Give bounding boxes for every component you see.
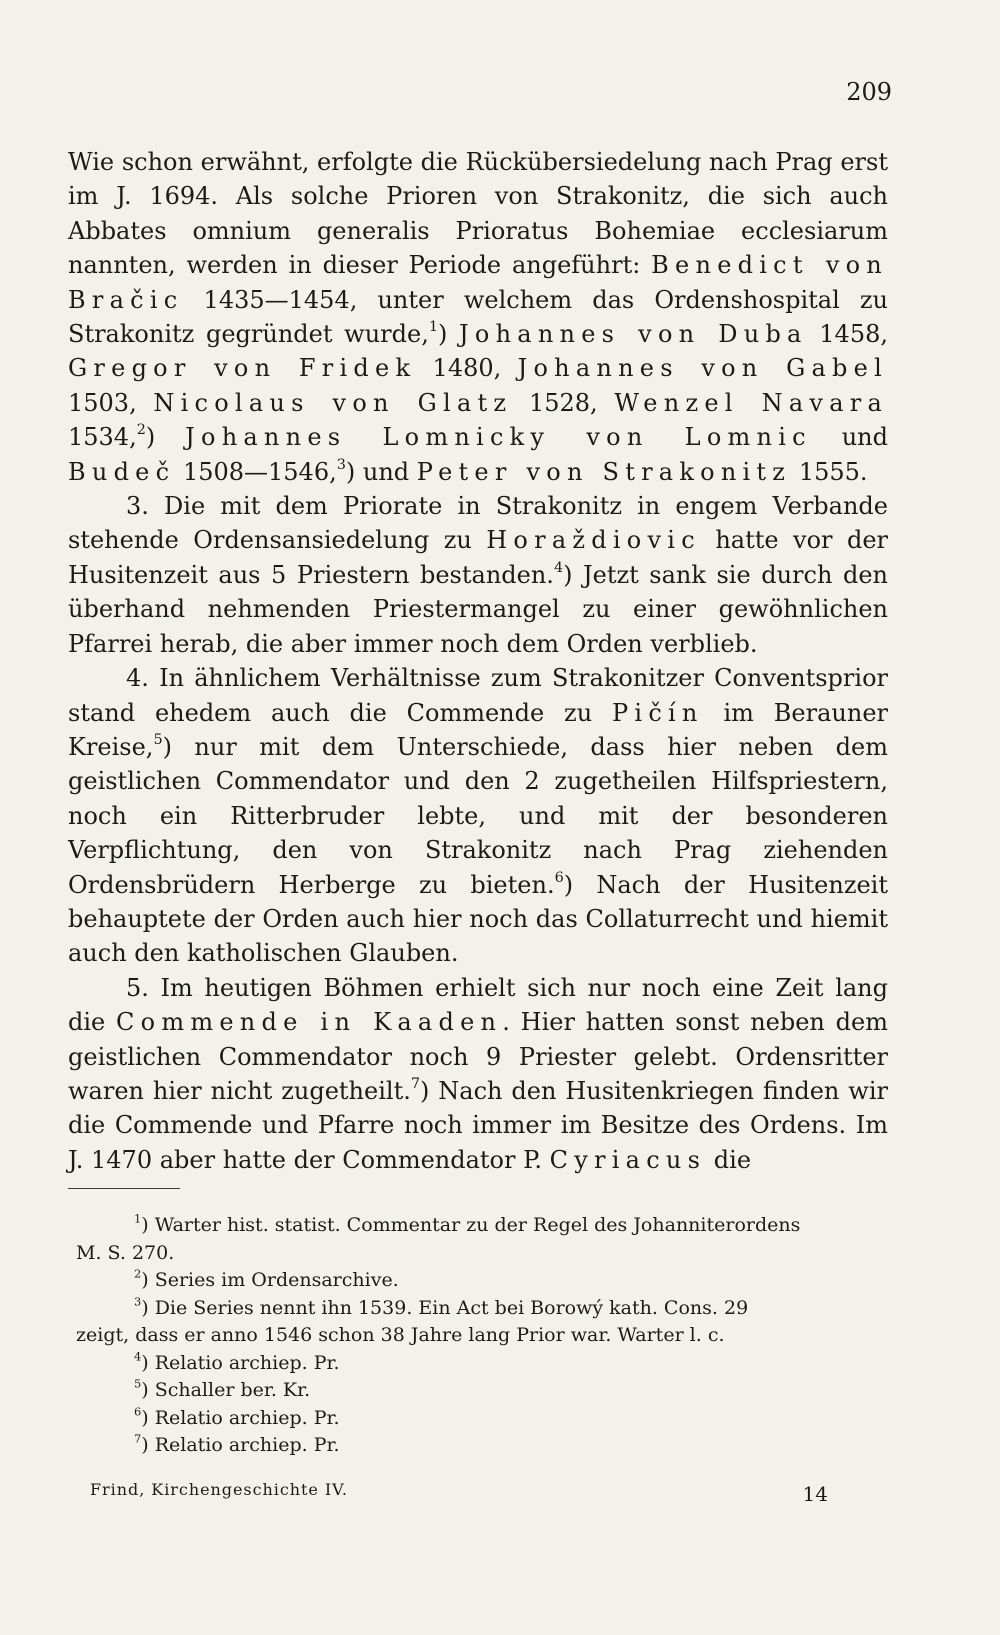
footnote-text: ) Schaller ber. Kr. xyxy=(141,1379,311,1401)
paragraph xyxy=(68,661,888,971)
footnote-ref: 5 xyxy=(153,732,163,749)
spaced-name: Benedict von Bračic xyxy=(68,251,889,314)
spaced-name: Peter von Strakonitz xyxy=(416,457,792,486)
spaced-name: Johannes von Gabel xyxy=(517,354,888,383)
text-run: 1528, xyxy=(512,388,615,417)
footnote-ref: 7 xyxy=(410,1076,420,1093)
page-number: 209 xyxy=(846,78,892,106)
text-run: ) Nach den Husitenkriegen finden wir die Commende und Pfarre noch immer im Besitze des Ordens. Im J. 1470 aber hatte der Commendator P. xyxy=(68,1076,888,1174)
footnote-text: ) Relatio archiep. Pr. xyxy=(141,1351,340,1374)
footnotes xyxy=(76,1212,888,1460)
text-run: 1534, xyxy=(68,423,137,452)
spaced-name: Wenzel Navara xyxy=(614,388,889,417)
text-run: und xyxy=(811,423,888,452)
text-run: 1508—1546, xyxy=(175,457,337,486)
spaced-name: Budeč xyxy=(68,457,176,486)
text-run: ) nur mit dem Unterschiede, dass hier neben dem geistlichen Commendator und den 2 zugetheilen Hilfspriestern, noch ein Ritterbruder lebte, und mit der besonderen Verpflichtung, den von Strakonitz nach Prag ziehenden Ordensbrüdern Herberge zu bieten. xyxy=(68,732,888,899)
footnote-number: 6 xyxy=(134,1403,142,1418)
footnote-number: 3 xyxy=(134,1293,142,1308)
text-run: ) Jetzt sank sie durch den überhand nehmenden Priestermangel zu einer gewöhnlichen Pfarrei herab, die aber immer noch dem Orden verblieb. xyxy=(68,560,888,658)
text-run: 1503, xyxy=(68,388,154,417)
text-run: ) xyxy=(145,423,186,452)
footnote-text: ) Relatio archiep. Pr. xyxy=(141,1406,340,1429)
text-run: Wie schon erwähnt, erfolgte die Rückübersiedelung nach Prag erst im J. 1694. Als solche Prioren von Strakonitz, die sich auch Abbates omnium generalis Prioratus Bohemiae ecclesiarum nannten, werden in dieser Periode angeführt: xyxy=(68,148,888,280)
footnote-number: 5 xyxy=(134,1376,142,1391)
footnote xyxy=(76,1267,888,1295)
spaced-name: Commende in Kaaden xyxy=(116,1008,503,1037)
spaced-name: Horaždiovic xyxy=(486,526,701,555)
footnote-ref: 4 xyxy=(553,560,564,577)
text-run: 1555. xyxy=(791,457,868,486)
footnote-continuation: zeigt, dass er anno 1546 schon 38 Jahre lang Prior war. Warter l. c. xyxy=(76,1324,725,1346)
text-run: die xyxy=(706,1145,752,1174)
footnote-number: 1 xyxy=(134,1211,142,1226)
text-run: 1458, xyxy=(807,320,888,349)
footnote-ref: 3 xyxy=(336,456,346,473)
paragraph xyxy=(68,971,888,1177)
text-run: ) Nach der Husitenzeit behauptete der Orden auch hier noch das Collaturrecht und hiemit auch den katholischen Glauben. xyxy=(68,870,888,968)
footnote-text: ) Warter hist. statist. Commentar zu der Regel des Johanniterordens xyxy=(141,1214,801,1236)
paragraph xyxy=(68,489,888,661)
spaced-name: Nicolaus von Glatz xyxy=(153,388,513,417)
footnote-text: ) Die Series nennt ihn 1539. Ein Act bei Borowý kath. Cons. 29 xyxy=(141,1296,749,1319)
spaced-name: Pičín xyxy=(612,698,704,727)
text-run: ) xyxy=(438,320,460,349)
text-run: 3. Die mit dem Priorate in Strakonitz in engem Verbande stehende Ordensansiedelung zu xyxy=(68,492,888,555)
spaced-name: Gregor von Fridek xyxy=(68,354,417,383)
paragraph xyxy=(68,145,888,489)
sheet-signum: 14 xyxy=(802,1482,828,1506)
text-run: ) und xyxy=(345,457,417,486)
footnote-ref: 2 xyxy=(136,422,146,439)
spaced-name: Johannes Lomnicky von Lomnic xyxy=(185,423,812,452)
text-run: hatte vor der Husitenzeit aus 5 Priestern bestanden. xyxy=(68,526,888,589)
footnote-text: ) Series im Ordensarchive. xyxy=(141,1269,399,1291)
footnote-number: 7 xyxy=(134,1431,142,1446)
footnote-ref: 6 xyxy=(554,869,564,886)
main-text xyxy=(68,145,888,1177)
footnote-continuation: M. S. 270. xyxy=(76,1241,175,1264)
text-run: im Berauner Kreise, xyxy=(68,698,888,761)
text-run: 5. Im heutigen Böhmen erhielt sich nur noch eine Zeit lang die xyxy=(68,973,888,1037)
footnote xyxy=(76,1295,888,1323)
footnote-ref: 1 xyxy=(428,319,438,336)
footnote xyxy=(76,1405,888,1433)
spaced-name: Johannes von Duba xyxy=(459,320,808,349)
text-run: 1480, xyxy=(416,354,518,383)
text-run: 4. In ähnlichem Verhältnisse zum Strakonitzer Conventsprior stand ehedem auch die Commende zu xyxy=(68,664,888,727)
footnote-number: 4 xyxy=(134,1348,142,1363)
footnote xyxy=(76,1377,888,1405)
text-run: . Hier hatten sonst neben dem geistlichen Commendator noch 9 Priester gelebt. Ordensritter waren hier nicht zugetheilt. xyxy=(68,1008,888,1105)
footnote-divider xyxy=(68,1188,180,1189)
footnote xyxy=(76,1432,888,1460)
footnote-number: 2 xyxy=(134,1266,142,1281)
footnote-text: ) Relatio archiep. Pr. xyxy=(141,1434,340,1456)
text-run: 1435—1454, unter welchem das Ordenshospital zu Strakonitz gegründet wurde, xyxy=(68,285,888,349)
printer-signature: Frind, Kirchengeschichte IV. xyxy=(90,1480,348,1499)
footnote xyxy=(76,1212,888,1240)
footnote xyxy=(76,1350,888,1378)
spaced-name: Cyriacus xyxy=(549,1145,707,1174)
